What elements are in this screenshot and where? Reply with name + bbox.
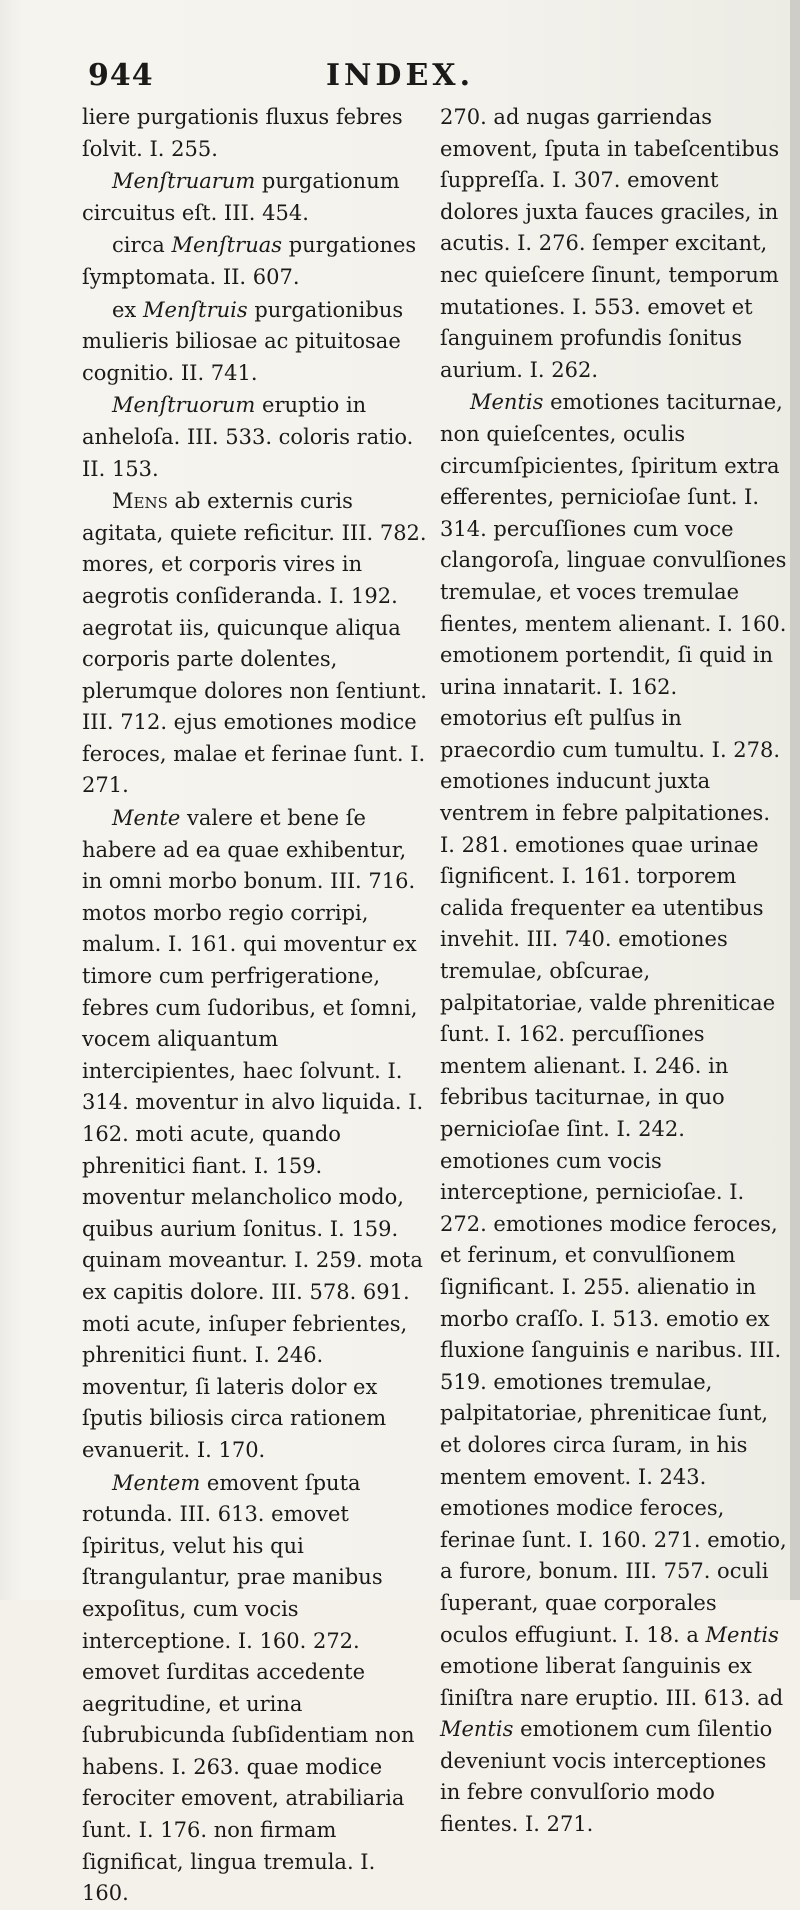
entry-text: purgationibus mulieris biliosae ac pituitosae cognitio. II. 741. bbox=[82, 297, 404, 385]
index-entry bbox=[82, 166, 427, 229]
entry-text: 270. ad nugas garriendas emovent, ſputa in tabeſcentibus ſuppreſſa. I. 307. emovent dolores juxta fauces graciles, in acutis. I. 276. ſemper excitant, nec quieſcere ſinunt, temporum mutationes. I. 553. emovet et ſanguinem profundis ſonitus aurium. I. 262. bbox=[440, 105, 780, 382]
entry-headword: Mentis bbox=[470, 390, 544, 415]
index-entry bbox=[82, 295, 427, 390]
entry-headword: Menſtruarum bbox=[112, 169, 256, 194]
entry-text: valere et bene ſe habere ad ea quae exhibentur, in omni morbo bonum. III. 716. motos morbo regio corripi, malum. I. 161. qui moventur ex timore cum perfrigeratione, febres cum ſudoribus, et ſomni, vocem aliquantum intercipientes, haec ſolvunt. I. 314. moventur in alvo liquida. I. 162. moti acute, quando phrenitici fiant. I. 159. moventur melancholico modo, quibus aurium ſonitus. I. 159. quinam moveantur. I. 259. mota ex capitis dolore. III. 578. 691. moti acute, inſuper febrientes, phrenitici fiunt. I. 246. moventur, ſi lateris dolor ex ſputis biliosis circa rationem evanuerit. I. 170. bbox=[82, 806, 424, 1462]
entry-headword: Mentem bbox=[112, 1470, 201, 1495]
index-entry bbox=[82, 1468, 427, 1910]
entry-headword: Mente bbox=[112, 806, 181, 831]
entry-text: eruptio in anheloſa. III. 533. coloris ratio. II. 153. bbox=[82, 393, 414, 481]
running-title: INDEX. bbox=[325, 58, 475, 93]
index-column-right bbox=[440, 102, 790, 1841]
entry-text: emotionem cum ſilentio deveniunt vocis interceptiones in febre convulſorio modo fientes. I. 271. bbox=[440, 1717, 773, 1837]
page-edge bbox=[790, 0, 800, 1600]
index-entry bbox=[82, 230, 427, 293]
entry-text: circa bbox=[112, 233, 172, 258]
index-entry bbox=[440, 102, 790, 386]
entry-text: emovent ſputa rotunda. III. 613. emovet ſpiritus, velut his qui ſtrangulantur, prae manibus expoſitus, cum vocis interceptione. I. 160. 272. emovet ſurditas accedente aegritudine, et urina ſubrubicunda ſubſidentiam non habens. I. 263. quae modice ferociter emovent, atrabiliaria ſunt. I. 176. non firmam ſignificat, lingua tremula. I. 160. bbox=[82, 1470, 415, 1906]
entry-text: emotiones taciturnae, non quieſcentes, oculis circumſpicientes, ſpiritum extra efferentes, pernicioſae ſunt. I. 314. percuſſiones cum voce clangoroſa, linguae convulſiones tremulae, et voces tremulae fientes, mentem alienant. I. 160. emotionem portendit, ſi quid in urina innatarit. I. 162. emotorius eſt pulſus in praecordio cum tumultu. I. 278. emotiones inducunt juxta ventrem in febre palpitationes. I. 281. emotiones quae urinae ſignificent. I. 161. torporem calida frequenter ea utentibus invehit. III. 740. emotiones tremulae, obſcurae, palpitatoriae, valde phreniticae ſunt. I. 162. percuſſiones mentem alienant. I. 246. in febribus taciturnae, in quo pernicioſae ſint. I. 242. emotiones cum vocis interceptione, pernicioſae. I. 272. emotiones modice feroces, et ferinum, et convulſionem ſignificant. I. 255. alienatio in morbo craſſo. I. 513. emotio ex fluxione ſanguinis e naribus. III. 519. emotiones tremulae, palpitatoriae, phreniticae ſunt, et dolores circa ſuram, in his mentem emovent. I. 243. emotiones modice feroces, ferinae ſunt. I. 160. 271. emotio, a furore, bonum. III. 757. oculi ſuperant, quae corporales oculos effugiunt. I. 18. a bbox=[440, 390, 787, 1647]
entry-text: emotione liberat ſanguinis ex ſiniſtra nare eruptio. III. 613. ad bbox=[440, 1654, 784, 1710]
entry-headword: Mentis bbox=[705, 1622, 779, 1647]
index-entry bbox=[82, 102, 427, 165]
entry-headword: Mentis bbox=[440, 1717, 514, 1742]
index-entry bbox=[82, 486, 427, 802]
page-number: 944 bbox=[88, 58, 154, 93]
entry-headword: Mens bbox=[112, 489, 168, 514]
entry-text: liere purgationis fluxus febres ſolvit. I. 255. bbox=[82, 105, 403, 161]
entry-text: ab externis curis agitata, quiete reficitur. III. 782. mores, et corporis vires in aegrotis conſideranda. I. 192. aegrotat iis, quicunque aliqua corporis parte dolentes, plerumque dolores non ſentiunt. III. 712. ejus emotiones modice feroces, malae et ferinae ſunt. I. 271. bbox=[82, 489, 427, 798]
index-entry bbox=[82, 803, 427, 1466]
index-entry bbox=[440, 387, 790, 1840]
entry-headword: Menſtruis bbox=[142, 297, 248, 322]
entry-text: purgationes ſymptomata. II. 607. bbox=[82, 233, 417, 289]
page-header bbox=[0, 58, 800, 98]
entry-text: ex bbox=[112, 297, 143, 322]
index-column-left bbox=[82, 102, 427, 1910]
entry-headword: Menſtruorum bbox=[112, 393, 256, 418]
entry-text: purgationum circuitus eſt. III. 454. bbox=[82, 169, 400, 225]
entry-headword: Menſtruas bbox=[171, 233, 283, 258]
index-entry bbox=[82, 390, 427, 485]
